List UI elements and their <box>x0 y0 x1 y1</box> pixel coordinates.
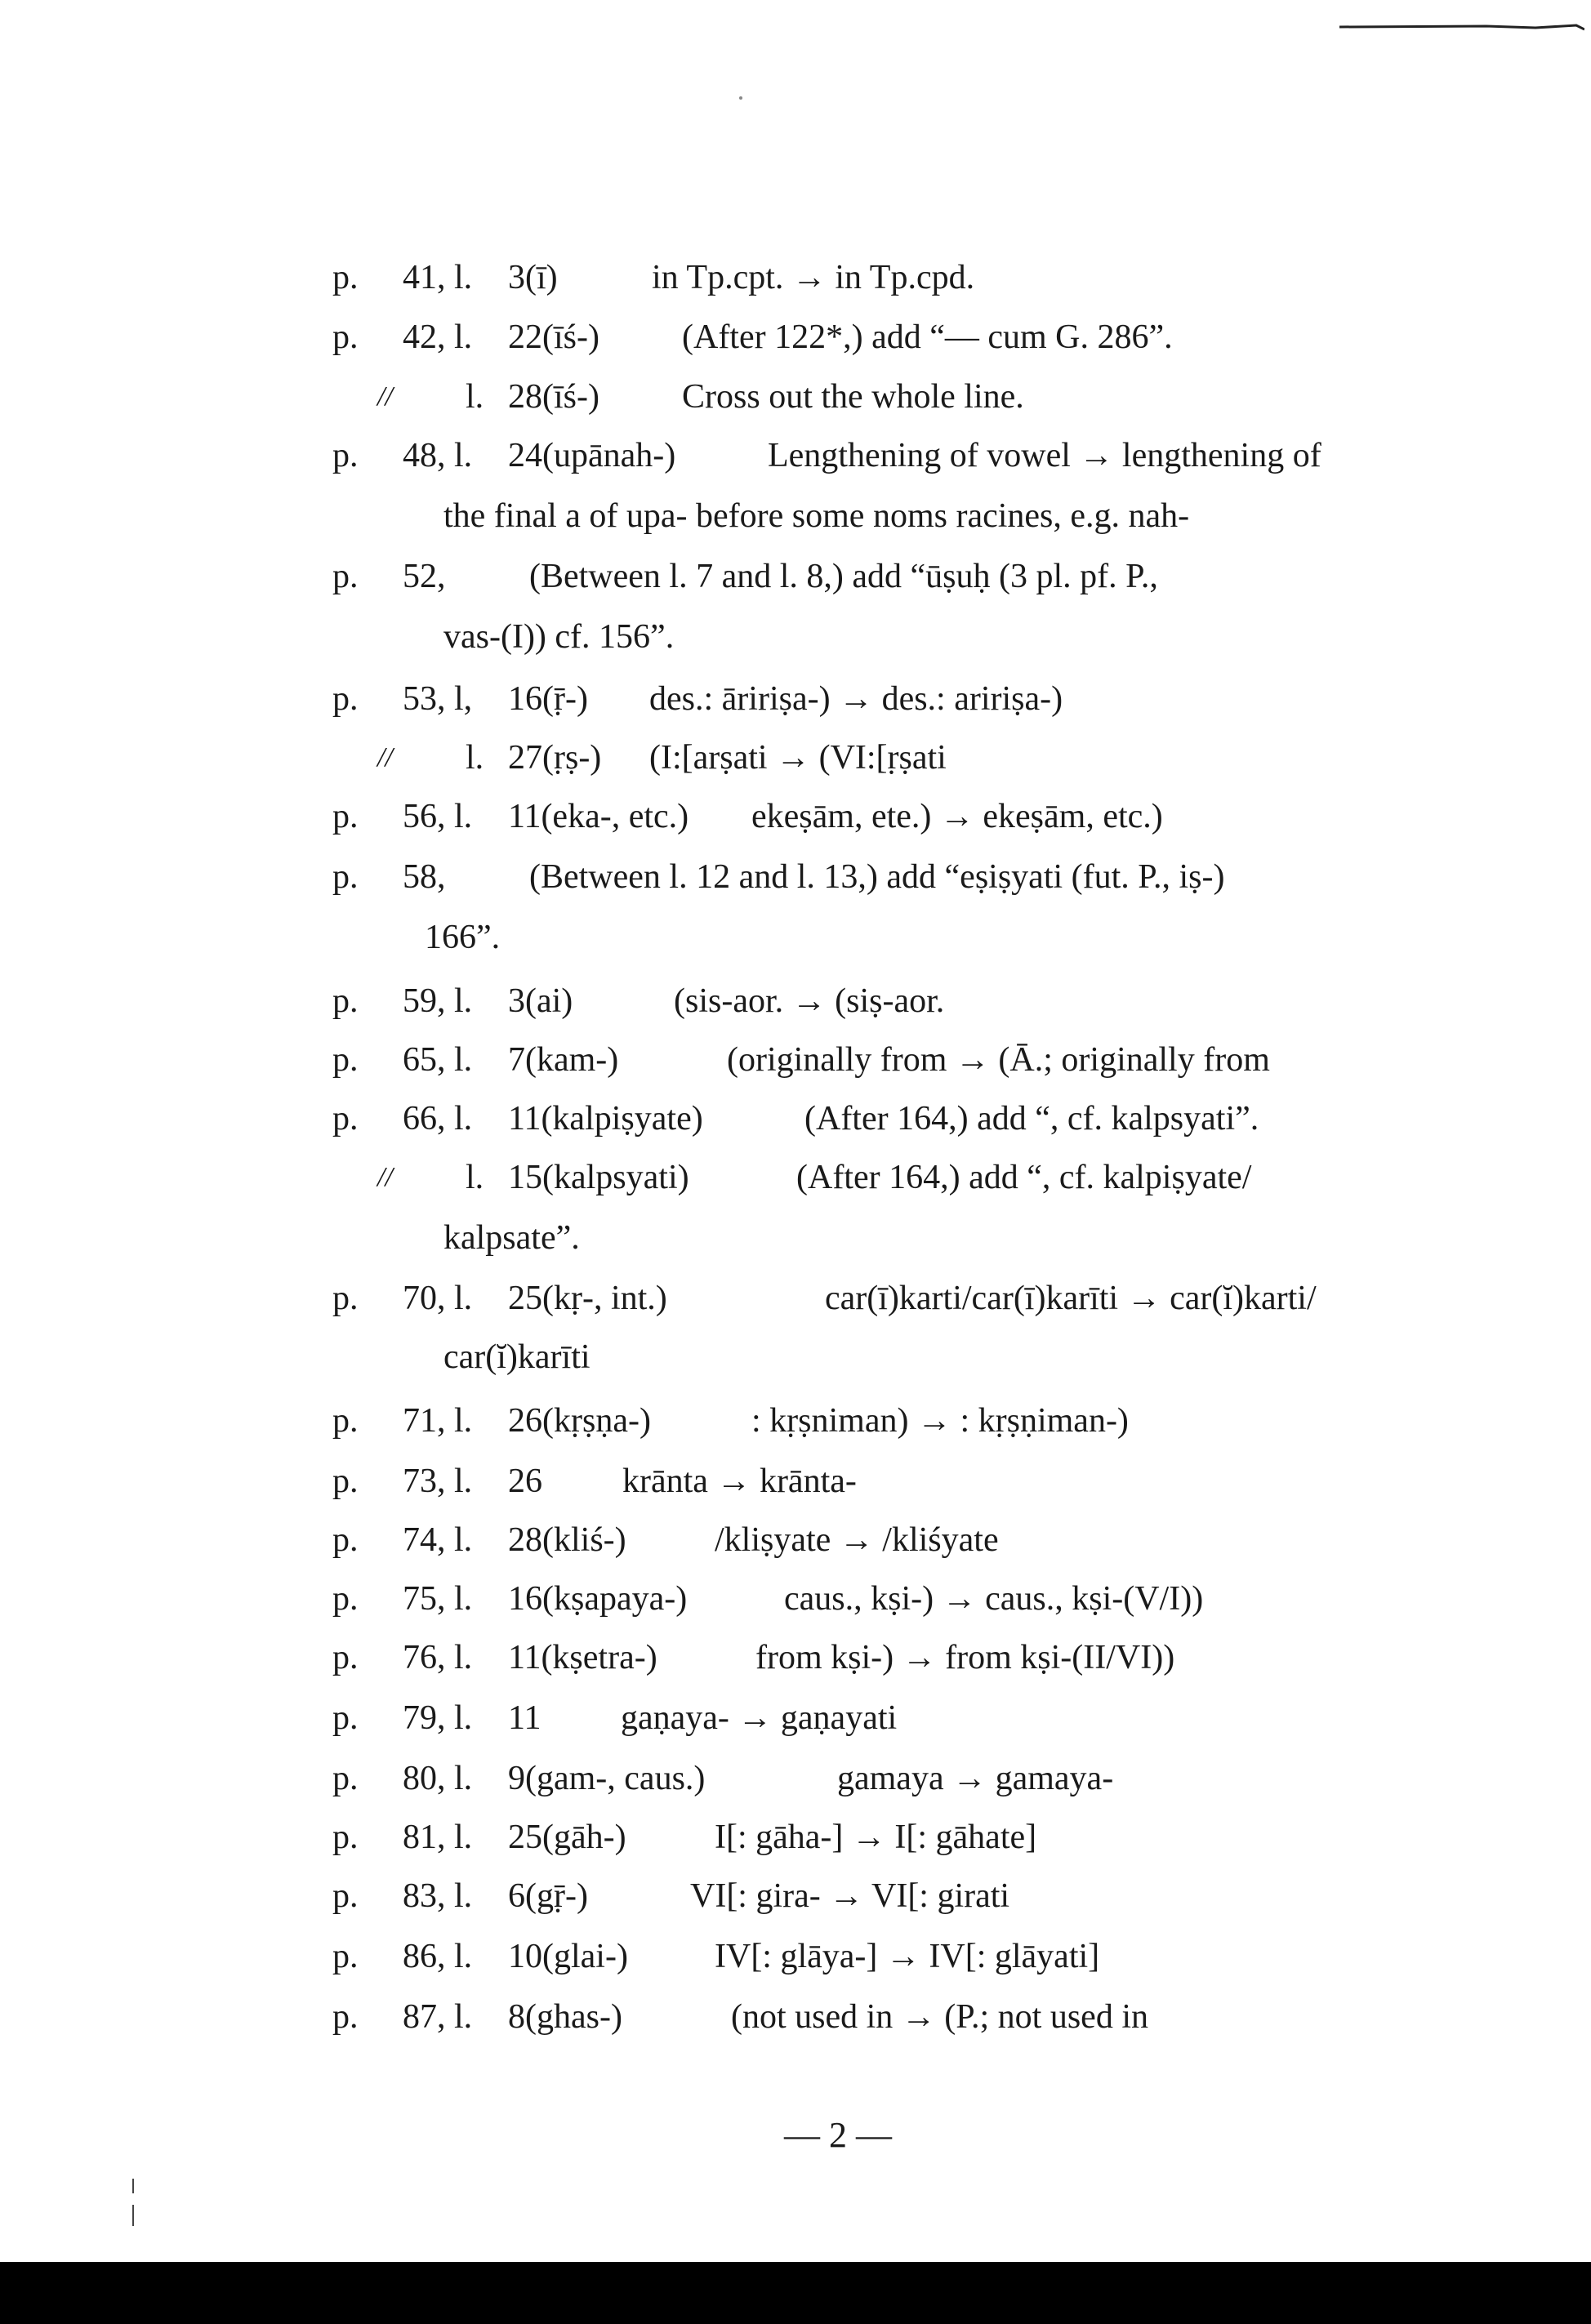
entry-correction: I[: gāha-] → I[: gāhate] <box>715 1819 1037 1856</box>
entry-line: 25(gāh-) <box>508 1819 626 1856</box>
entry-page-ref: p. <box>332 1280 359 1317</box>
entry-line: 16(kṣapaya-) <box>508 1580 688 1618</box>
entry-correction: IV[: glāya-] → IV[: glāyati] <box>715 1938 1100 1975</box>
entry-location: l. <box>466 739 484 777</box>
entry-correction: (After 164,) add “, cf. kalpiṣyate/ <box>796 1159 1252 1196</box>
entry-page-ref: p. <box>332 1521 359 1559</box>
entry-correction: (After 164,) add “, cf. kalpsyati”. <box>804 1100 1259 1138</box>
entry-correction: (Between l. 7 and l. 8,) add “ūṣuḥ (3 pl. pf. P., <box>529 558 1158 595</box>
scan-edge-mark <box>1339 23 1584 31</box>
entry-line: 28(kliś-) <box>508 1521 626 1559</box>
entry-correction: in Tp.cpt. → in Tp.cpd. <box>652 259 975 296</box>
entry-location: 80, l. <box>403 1760 473 1797</box>
entry-line: 22(īś-) <box>508 318 599 356</box>
entry-correction: (Between l. 12 and l. 13,) add “eṣiṣyati (fut. P., iṣ-) <box>529 858 1225 896</box>
entry-location: l. <box>466 1159 484 1196</box>
entry-correction: ekeṣām, ete.) → ekeṣām, etc.) <box>751 798 1163 835</box>
entry-page-ref: p. <box>332 1998 359 2036</box>
scan-bottom-border <box>0 2262 1591 2324</box>
scan-edge-tick <box>132 2179 134 2193</box>
entry-line: 26 <box>508 1463 542 1500</box>
entry-line: 6(gṝ-) <box>508 1877 588 1915</box>
entry-page-ref: p. <box>332 437 359 474</box>
entry-line: 11 <box>508 1699 541 1737</box>
entry-page-ref: p. <box>332 982 359 1020</box>
ditto-mark: // <box>377 742 393 772</box>
entry-location: 65, l. <box>403 1041 473 1079</box>
entry-page-ref: p. <box>332 1938 359 1975</box>
entry-line: 11(eka-, etc.) <box>508 798 689 835</box>
entry-correction: (After 122*,) add “— cum G. 286”. <box>682 318 1173 356</box>
entry-page-ref: p. <box>332 1402 359 1440</box>
entry-page-ref: p. <box>332 318 359 356</box>
entry-page-ref: p. <box>332 1877 359 1915</box>
entry-page-ref: p. <box>332 1760 359 1797</box>
entry-correction: (originally from → (Ā.; originally from <box>727 1041 1270 1079</box>
entry-line: 10(glai-) <box>508 1938 628 1975</box>
entry-line: 11(kalpiṣyate) <box>508 1100 703 1138</box>
entry-location: 70, l. <box>403 1280 473 1317</box>
entry-page-ref: p. <box>332 558 359 595</box>
entry-page-ref: p. <box>332 1463 359 1500</box>
entry-correction: caus., kṣi-) → caus., kṣi-(V/I)) <box>784 1580 1204 1618</box>
entry-correction: from kṣi-) → from kṣi-(II/VI)) <box>755 1639 1175 1676</box>
entry-page-ref: p. <box>332 1699 359 1737</box>
entry-page-ref: p. <box>332 1580 359 1618</box>
entry-correction: vas-(I)) cf. 156”. <box>443 618 675 656</box>
entry-location: 41, l. <box>403 259 473 296</box>
entry-line: 3(ī) <box>508 259 558 296</box>
entry-page-ref: p. <box>332 798 359 835</box>
entry-location: 48, l. <box>403 437 473 474</box>
entry-location: 58, <box>403 858 446 896</box>
entry-correction: des.: āririṣa-) → des.: aririṣa-) <box>649 680 1063 718</box>
entry-line: 3(ai) <box>508 982 573 1020</box>
entry-line: 15(kalpsyati) <box>508 1159 689 1196</box>
scan-speck <box>739 96 742 100</box>
entry-line: 9(gam-, caus.) <box>508 1760 706 1797</box>
entry-location: 59, l. <box>403 982 473 1020</box>
entry-location: 42, l. <box>403 318 473 356</box>
entry-line: 25(kṛ-, int.) <box>508 1280 667 1317</box>
entry-correction: krānta → krānta- <box>622 1463 857 1500</box>
entry-correction: 166”. <box>425 919 501 956</box>
entry-page-ref: p. <box>332 858 359 896</box>
entry-line: 27(ṛṣ-) <box>508 739 602 777</box>
entry-location: 79, l. <box>403 1699 473 1737</box>
entry-location: l. <box>466 378 484 416</box>
entry-correction: Lengthening of vowel → lengthening of <box>768 437 1321 474</box>
entry-correction: car(ī)karti/car(ī)karīti → car(ĭ)karti/ <box>825 1280 1317 1317</box>
entry-line: 7(kam-) <box>508 1041 619 1079</box>
entry-page-ref: p. <box>332 259 359 296</box>
page-number: — 2 — <box>784 2115 892 2155</box>
entry-location: 56, l. <box>403 798 473 835</box>
scan-edge-tick <box>132 2205 134 2226</box>
ditto-mark: // <box>377 381 393 412</box>
entry-line: 26(kṛṣṇa-) <box>508 1402 651 1440</box>
entry-location: 52, <box>403 558 446 595</box>
entry-location: 81, l. <box>403 1819 473 1856</box>
entry-page-ref: p. <box>332 1100 359 1138</box>
entry-correction: (sis-aor. → (siṣ-aor. <box>674 982 945 1020</box>
entry-correction: VI[: gira- → VI[: girati <box>690 1877 1010 1915</box>
entry-page-ref: p. <box>332 1819 359 1856</box>
entry-correction: : kṛṣniman) → : kṛṣṇiman-) <box>751 1402 1129 1440</box>
entry-page-ref: p. <box>332 680 359 718</box>
ditto-mark: // <box>377 1162 393 1192</box>
entry-page-ref: p. <box>332 1639 359 1676</box>
entry-line: 11(kṣetra-) <box>508 1639 657 1676</box>
entry-correction: the final a of upa- before some noms racines, e.g. nah- <box>443 497 1190 535</box>
entry-location: 83, l. <box>403 1877 473 1915</box>
entry-correction: (not used in → (P.; not used in <box>731 1998 1148 2036</box>
entry-location: 66, l. <box>403 1100 473 1138</box>
entry-line: 28(īś-) <box>508 378 599 416</box>
entry-location: 53, l, <box>403 680 473 718</box>
entry-location: 75, l. <box>403 1580 473 1618</box>
entry-line: 16(ṝ-) <box>508 680 588 718</box>
entry-correction: /kliṣyate → /kliśyate <box>715 1521 999 1559</box>
entry-line: 24(upānah-) <box>508 437 676 474</box>
entry-location: 76, l. <box>403 1639 473 1676</box>
entry-location: 73, l. <box>403 1463 473 1500</box>
entry-page-ref: p. <box>332 1041 359 1079</box>
entry-correction: gaṇaya- → gaṇayati <box>621 1699 898 1737</box>
entry-location: 71, l. <box>403 1402 473 1440</box>
entry-location: 87, l. <box>403 1998 473 2036</box>
entry-line: 8(ghas-) <box>508 1998 622 2036</box>
entry-correction: Cross out the whole line. <box>682 378 1024 416</box>
entry-correction: (I:[arṣati → (VI:[ṛṣati <box>649 739 947 777</box>
entry-location: 86, l. <box>403 1938 473 1975</box>
entry-correction: car(ĭ)karīti <box>443 1338 590 1376</box>
entry-correction: gamaya → gamaya- <box>837 1760 1114 1797</box>
entry-location: 74, l. <box>403 1521 473 1559</box>
entry-correction: kalpsate”. <box>443 1219 580 1257</box>
